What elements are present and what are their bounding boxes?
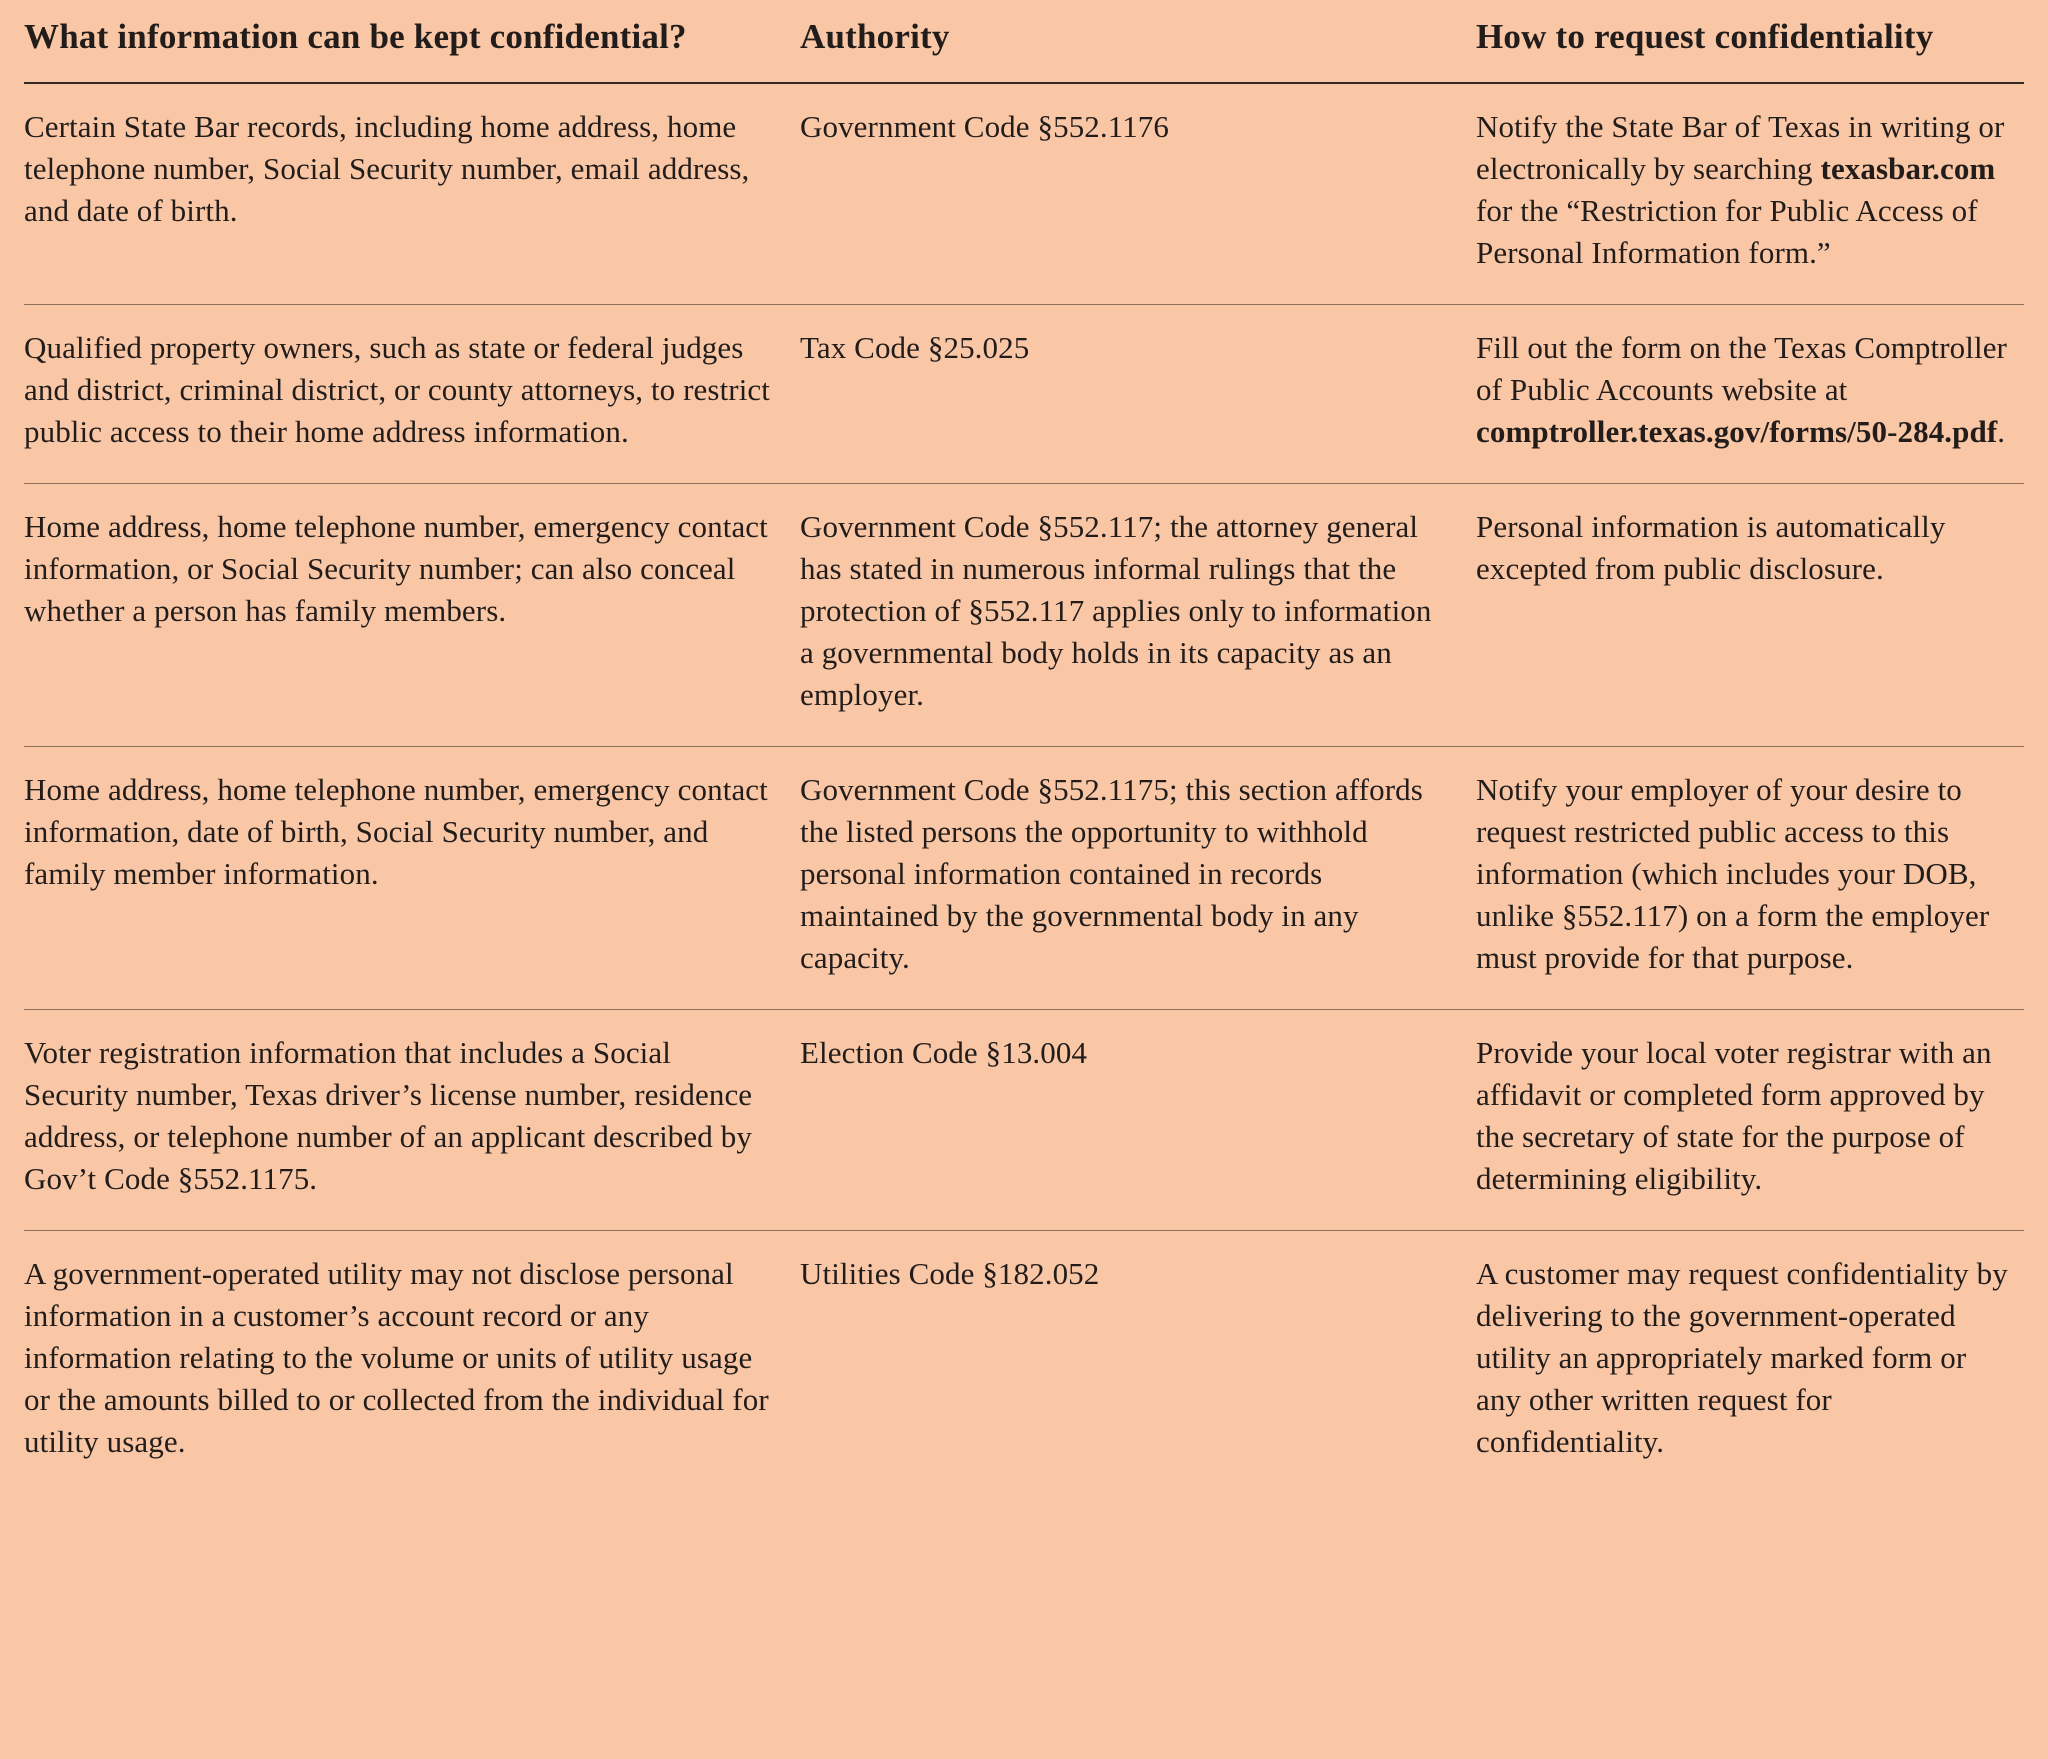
text-segment: for the “Restriction for Public Access of Personal Information form.” bbox=[1476, 193, 1978, 270]
cell-authority: Election Code §13.004 bbox=[800, 1035, 1088, 1070]
cell-how-to-request: Provide your local voter registrar with an affidavit or completed form approved by the secretary of state for the purpose of determining eligibility. bbox=[1476, 1035, 1992, 1196]
cell-authority: Government Code §552.1176 bbox=[800, 109, 1169, 144]
table-row bbox=[24, 305, 2024, 484]
text-segment: . bbox=[1997, 414, 2006, 449]
table-row bbox=[24, 747, 2024, 1010]
cell-how-to-request: Notify your employer of your desire to request restricted public access to this information (which includes your DOB, unlike §552.117) on a form the employer must provide for that purpose. bbox=[1476, 772, 1990, 975]
cell-authority: Government Code §552.117; the attorney general has stated in numerous informal rulings that the protection of §552.117 applies only to information a governmental body holds in its capacity as an employer. bbox=[800, 509, 1432, 712]
cell-what-information: Qualified property owners, such as state or federal judges and district, criminal district, or county attorneys, to restrict public access to their home address information. bbox=[24, 330, 771, 449]
cell-how-to-request bbox=[1476, 327, 2024, 453]
cell-how-to-request bbox=[1476, 106, 2024, 274]
table-header-row bbox=[24, 0, 2024, 84]
cell-how-to-request: Personal information is automatically excepted from public disclosure. bbox=[1476, 509, 1946, 586]
cell-authority: Government Code §552.1175; this section affords the listed persons the opportunity to withhold personal information contained in records maintained by the governmental body in any capacity. bbox=[800, 772, 1423, 975]
cell-what-information: Home address, home telephone number, emergency contact information, or Social Security number; can also conceal whether a person has family members. bbox=[24, 509, 768, 628]
cell-what-information: Home address, home telephone number, emergency contact information, date of birth, Social Security number, and family member information. bbox=[24, 772, 768, 891]
table-row bbox=[24, 84, 2024, 305]
cell-what-information: Certain State Bar records, including home address, home telephone number, Social Security number, email address, and date of birth. bbox=[24, 109, 750, 228]
table-row bbox=[24, 1231, 2024, 1493]
cell-what-information: A government-operated utility may not disclose personal information in a customer’s account record or any information relating to the volume or units of utility usage or the amounts billed to or collected from the individual for utility usage. bbox=[24, 1256, 769, 1459]
column-header-what-confidential: What information can be kept confidential? bbox=[24, 17, 687, 56]
inline-url: texasbar.com bbox=[1820, 151, 1996, 186]
table-row bbox=[24, 1010, 2024, 1231]
cell-how-to-request: A customer may request confidentiality by delivering to the government-operated utility an appropriately marked form or any other written request for confidentiality. bbox=[1476, 1256, 2008, 1459]
cell-authority: Utilities Code §182.052 bbox=[800, 1256, 1100, 1291]
inline-url: comptroller.texas​.gov/forms/50-284.pdf bbox=[1476, 414, 1998, 449]
column-header-how-to-request: How to request confidentiality bbox=[1476, 17, 1934, 56]
cell-what-information: Voter registration information that includes a Social Security number, Texas driver’s license number, residence address, or telephone number of an applicant described by Gov’t Code §552.1175. bbox=[24, 1035, 753, 1196]
column-header-authority: Authority bbox=[800, 17, 950, 56]
table-body bbox=[24, 84, 2024, 1493]
table-row bbox=[24, 484, 2024, 747]
text-segment: Fill out the form on the Texas Comptroller of Public Accounts website at bbox=[1476, 330, 2007, 407]
text-segment: Notify the State Bar of Texas in writing or electronically by searching bbox=[1476, 109, 2005, 186]
cell-authority: Tax Code §25.025 bbox=[800, 330, 1030, 365]
